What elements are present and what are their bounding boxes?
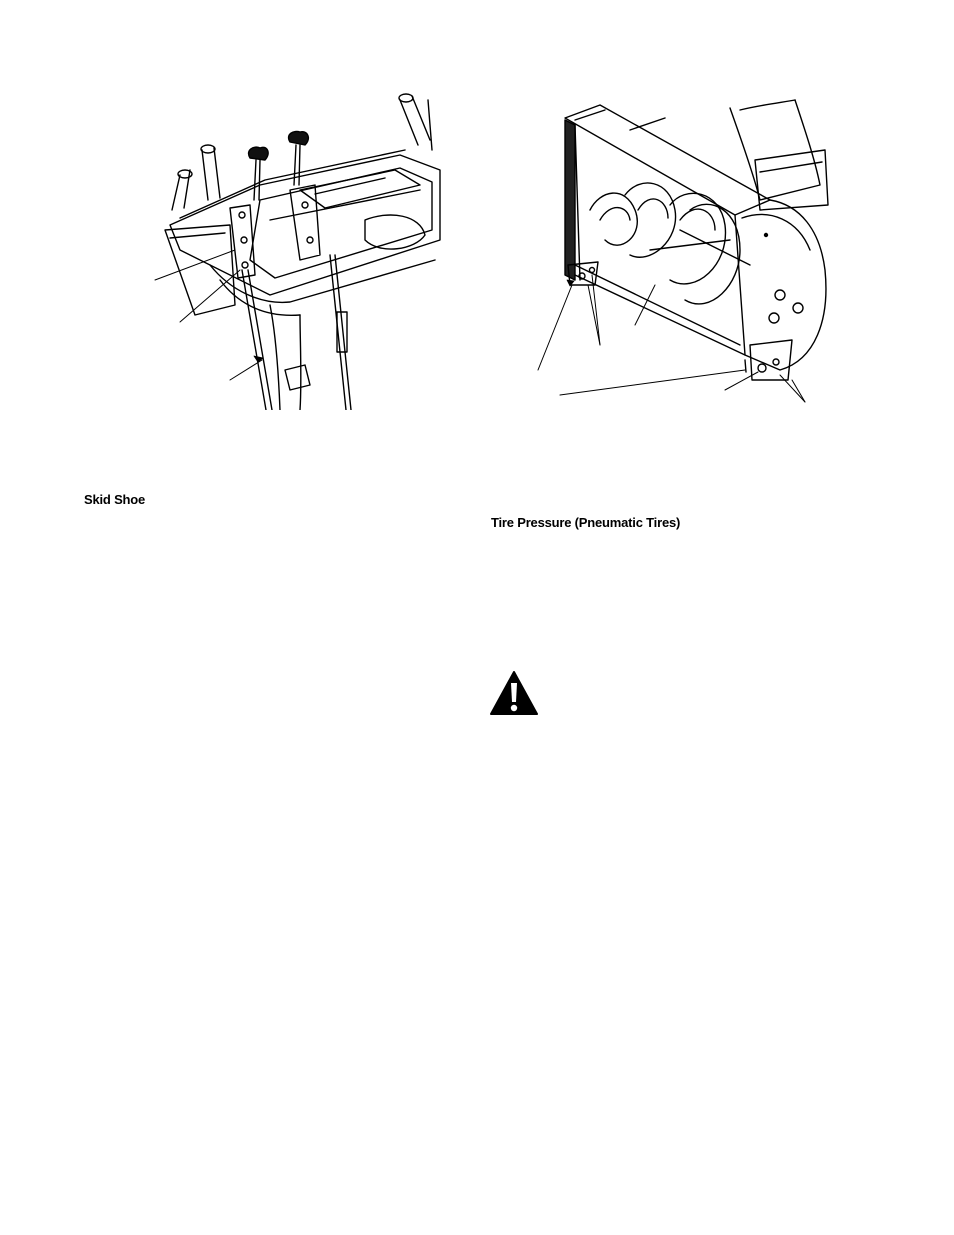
auger-housing-illustration bbox=[530, 90, 830, 410]
skid-shoe-heading: Skid Shoe bbox=[84, 492, 146, 507]
tire-pressure-heading: Tire Pressure (Pneumatic Tires) bbox=[491, 515, 681, 530]
warning-triangle-icon bbox=[489, 670, 539, 716]
handle-control-illustration bbox=[150, 90, 450, 410]
